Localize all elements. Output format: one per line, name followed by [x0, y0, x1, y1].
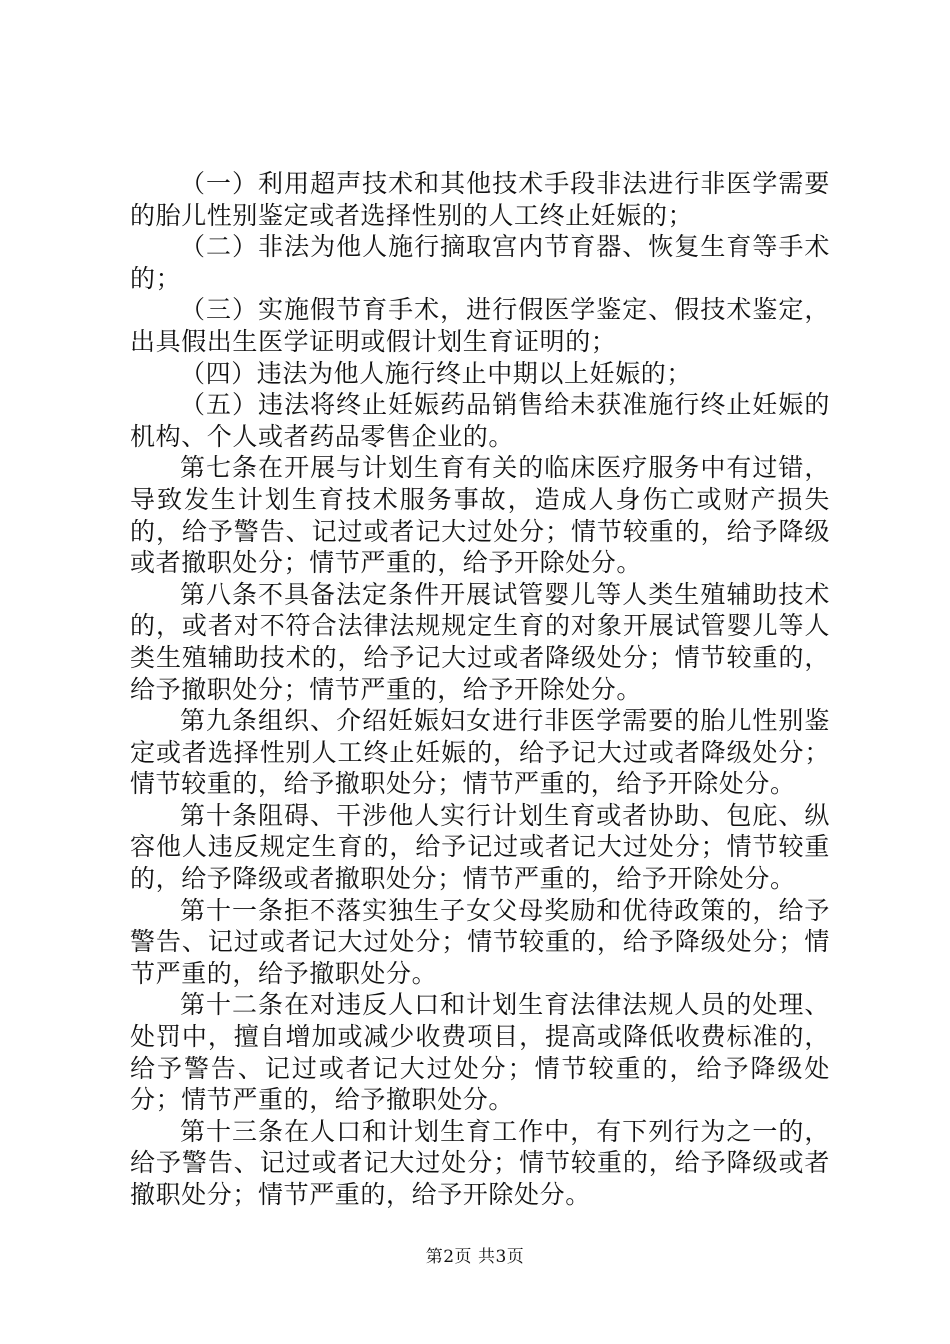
article-12-paragraph: 第十二条在对违反人口和计划生育法律法规人员的处理、处罚中，擅自增加或减少收费项目，提高或降低收费标准的，给予警告、记过或者记大过处分；情节较重的，给予降级处分；情节严重的，给予撤职处分。: [130, 990, 830, 1115]
article-11-paragraph: 第十一条拒不落实独生子女父母奖励和优待政策的，给予警告、记过或者记大过处分；情节较重的，给予降级处分；情节严重的，给予撤职处分。: [130, 895, 830, 988]
page-number-footer: 第2页 共3页: [425, 1247, 525, 1267]
article-9-paragraph: 第九条组织、介绍妊娠妇女进行非医学需要的胎儿性别鉴定或者选择性别人工终止妊娠的，给予记大过或者降级处分；情节较重的，给予撤职处分；情节严重的，给予开除处分。: [130, 706, 830, 799]
paragraph-item-1: （一）利用超声技术和其他技术手段非法进行非医学需要的胎儿性别鉴定或者选择性别的人工终止妊娠的；: [130, 169, 830, 230]
paragraph-item-4: （四）违法为他人施行终止中期以上妊娠的；: [180, 358, 693, 388]
paragraph-item-2: （二）非法为他人施行摘取宫内节育器、恢复生育等手术的；: [130, 232, 830, 293]
paragraph-item-3: （三）实施假节育手术，进行假医学鉴定、假技术鉴定，出具假出生医学证明或假计划生育证明的；: [130, 295, 830, 356]
document-body: [130, 168, 830, 1211]
paragraph-item-5: （五）违法将终止妊娠药品销售给未获准施行终止妊娠的机构、个人或者药品零售企业的。: [130, 390, 830, 451]
article-13-paragraph: 第十三条在人口和计划生育工作中，有下列行为之一的，给予警告、记过或者记大过处分；情节较重的，给予降级或者撤职处分；情节严重的，给予开除处分。: [130, 1116, 830, 1209]
article-10-paragraph: 第十条阻碍、干涉他人实行计划生育或者协助、包庇、纵容他人违反规定生育的，给予记过或者记大过处分；情节较重的，给予降级或者撤职处分；情节严重的，给予开除处分。: [130, 800, 830, 894]
article-8-paragraph: 第八条不具备法定条件开展试管婴儿等人类生殖辅助技术的，或者对不符合法律法规规定生育的对象开展试管婴儿等人类生殖辅助技术的，给予记大过或者降级处分；情节较重的，给予撤职处分；情节严重的，给予开除处分。: [130, 579, 830, 704]
article-7-paragraph: 第七条在开展与计划生育有关的临床医疗服务中有过错，导致发生计划生育技术服务事故，造成人身伤亡或财产损失的，给予警告、记过或者记大过处分；情节较重的，给予降级或者撤职处分；情节严重的，给予开除处分。: [130, 453, 830, 578]
